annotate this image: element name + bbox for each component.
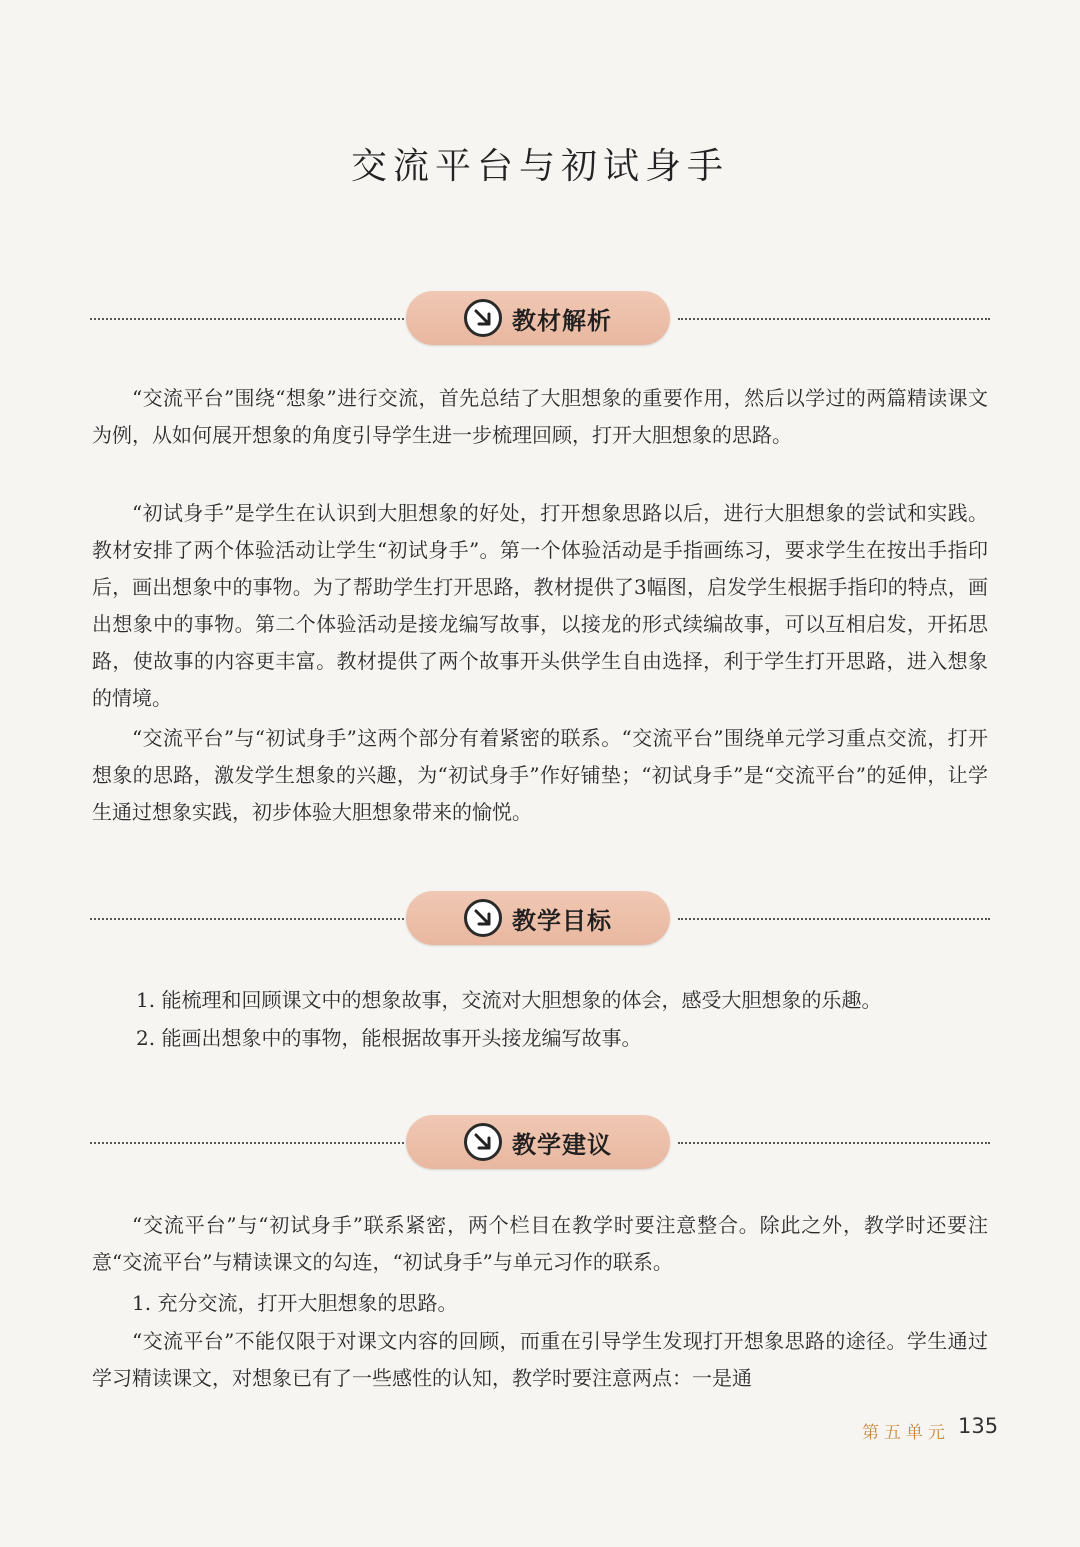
section-header-analysis xyxy=(90,291,990,347)
dotted-divider xyxy=(90,1142,408,1144)
arrow-down-right-circle-icon xyxy=(464,299,502,337)
section-header-suggestions xyxy=(90,1115,990,1171)
dotted-divider xyxy=(90,318,408,320)
unit-label: 第五单元 xyxy=(862,1423,950,1443)
analysis-paragraph-2: “初试身手”是学生在认识到大胆想象的好处，打开想象思路以后，进行大胆想象的尝试和实践。教材安排了两个体验活动让学生“初试身手”。第一个体验活动是手指画练习，要求学生在按出手指印后，画出想象中的事物。为了帮助学生打开思路，教材提供了3幅图，启发学生根据手指印的特点，画出想象中的事物。第二个体验活动是接龙编写故事，以接龙的形式续编故事，可以互相启发，开拓思路，使故事的内容更丰富。教材提供了两个故事开头供学生自由选择，利于学生打开思路，进入想象的情境。 xyxy=(92,501,988,710)
page-number: 135 xyxy=(958,1414,999,1438)
goal-item: 1. 能梳理和回顾课文中的想象故事，交流对大胆想象的体会，感受大胆想象的乐趣。 xyxy=(136,988,882,1012)
section-header-goals xyxy=(90,891,990,947)
section-badge xyxy=(406,891,670,945)
analysis-paragraph-1: “交流平台”围绕“想象”进行交流，首先总结了大胆想象的重要作用，然后以学过的两篇精读课文为例，从如何展开想象的角度引导学生进一步梳理回顾，打开大胆想象的思路。 xyxy=(92,386,988,447)
section-badge xyxy=(406,1115,670,1169)
section-label: 教学建议 xyxy=(512,1130,612,1159)
dotted-divider xyxy=(90,918,408,920)
section-badge xyxy=(406,291,670,345)
section-label: 教学目标 xyxy=(512,906,612,935)
suggestion-paragraph-1: “交流平台”与“初试身手”联系紧密，两个栏目在教学时要注意整合。除此之外，教学时还要注意“交流平台”与精读课文的勾连，“初试身手”与单元习作的联系。 xyxy=(92,1213,988,1274)
dotted-divider xyxy=(678,318,990,320)
suggestion-paragraph-2: “交流平台”不能仅限于对课文内容的回顾，而重在引导学生发现打开想象思路的途径。学生通过学习精读课文，对想象已有了一些感性的认知，教学时要注意两点：一是通 xyxy=(92,1329,988,1390)
arrow-down-right-circle-icon xyxy=(464,899,502,937)
section-label: 教材解析 xyxy=(512,306,612,335)
dotted-divider xyxy=(678,918,990,920)
dotted-divider xyxy=(678,1142,990,1144)
analysis-paragraph-3: “交流平台”与“初试身手”这两个部分有着紧密的联系。“交流平台”围绕单元学习重点交流，打开想象的思路，激发学生想象的兴趣，为“初试身手”作好铺垫；“初试身手”是“交流平台”的延伸，让学生通过想象实践，初步体验大胆想象带来的愉悦。 xyxy=(92,726,988,824)
goal-item: 2. 能画出想象中的事物，能根据故事开头接龙编写故事。 xyxy=(136,1026,642,1050)
suggestion-subheading: 1. 充分交流，打开大胆想象的思路。 xyxy=(132,1291,458,1315)
page-title: 交流平台与初试身手 xyxy=(350,146,729,187)
arrow-down-right-circle-icon xyxy=(464,1123,502,1161)
